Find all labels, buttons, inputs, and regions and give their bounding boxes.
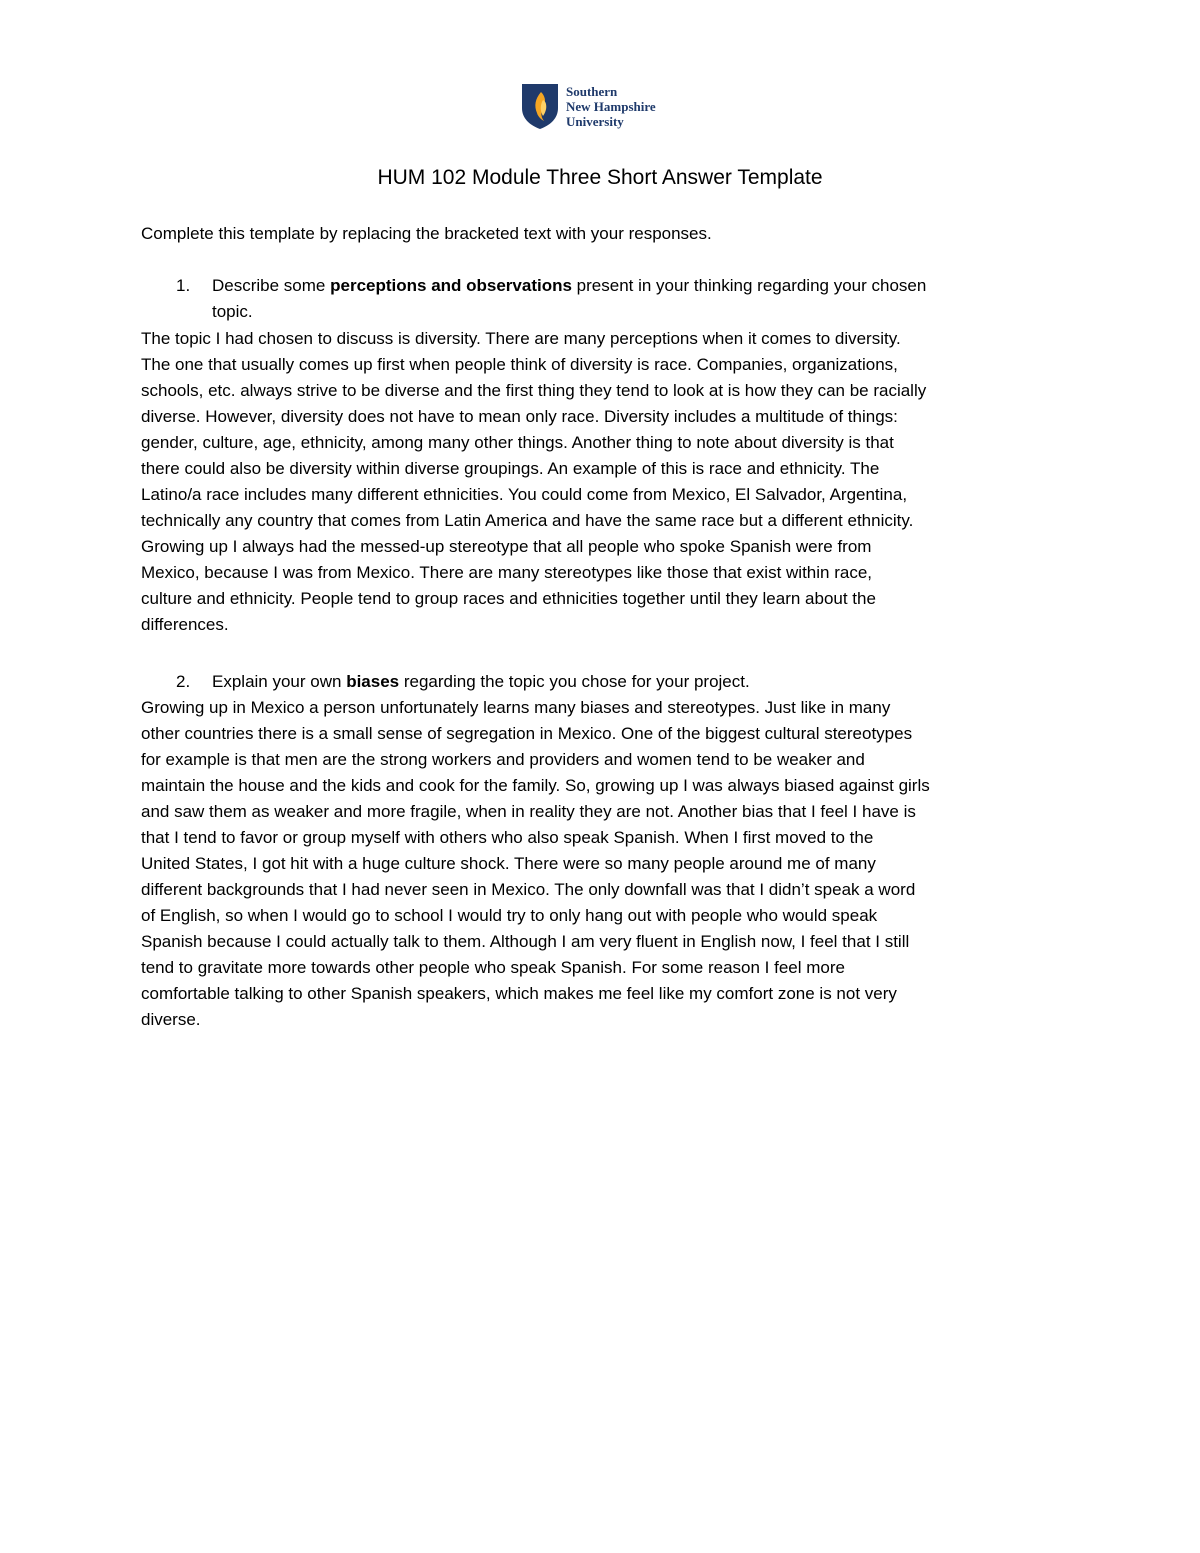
question-2-text [212,669,750,695]
question-2-before: Explain your own [212,672,347,691]
question-1-text [212,273,926,299]
answer-1-line: Mexico, because I was from Mexico. There are many stereotypes like those that exist within race, [141,563,872,582]
answer-2-line: and saw them as weaker and more fragile, when in reality they are not. Another bias that I feel I have is [141,802,916,821]
answer-1-line: Growing up I always had the messed-up stereotype that all people who spoke Spanish were from [141,537,872,556]
document-title: HUM 102 Module Three Short Answer Template [377,166,823,189]
answer-2-line: other countries there is a small sense of segregation in Mexico. One of the biggest cultural stereotypes [141,724,913,743]
question-1-continuation: topic. [212,302,253,321]
answer-2-line: that I tend to favor or group myself with others who also speak Spanish. When I first moved to the [141,828,874,847]
logo-line-2: New Hampshire [566,98,656,114]
answer-1-line: Latino/a race includes many different ethnicities. You could come from Mexico, El Salvador, Argentina, [141,485,908,504]
answer-1-line: The one that usually comes up first when people think of diversity is race. Companies, organizations, [141,355,898,374]
question-2-number: 2. [176,672,191,691]
answer-2-line: Spanish because I could actually talk to them. Although I am very fluent in English now, I feel that I still [141,932,910,951]
answer-1-line: culture and ethnicity. People tend to group races and ethnicities together until they learn about the [141,589,876,608]
answer-2-line: of English, so when I would go to school I would try to only hang out with people who would speak [141,906,878,925]
answer-2-line: United States, I got hit with a huge culture shock. There were so many people around me of many [141,854,876,873]
question-1 [141,273,1071,325]
answer-1-line: there could also be diversity within diverse groupings. An example of this is race and ethnicity. The [141,459,880,478]
answer-2 [141,695,1071,1033]
university-logo [520,82,656,130]
question-1-after: present in your thinking regarding your chosen [571,276,927,295]
answer-1-line: gender, culture, age, ethnicity, among many other things. Another thing to note about diversity is that [141,433,894,452]
question-2-emphasis: biases [346,672,400,691]
logo-line-1: Southern [566,83,618,99]
answer-2-line: diverse. [141,1010,201,1029]
answer-1-line: The topic I had chosen to discuss is diversity. There are many perceptions when it comes to diversity. [141,329,901,348]
answer-2-line: Growing up in Mexico a person unfortunately learns many biases and stereotypes. Just like in many [141,698,891,717]
answer-2-line: tend to gravitate more towards other people who speak Spanish. For some reason I feel more [141,958,845,977]
flame-shield-icon [520,82,560,130]
answer-1-line: schools, etc. always strive to be diverse and the first thing they tend to look at is how they can be racially [141,381,927,400]
answer-2-line: different backgrounds that I had never seen in Mexico. The only downfall was that I didn’t speak a word [141,880,916,899]
instructions [141,221,1071,247]
question-2-after: regarding the topic you chose for your project. [399,672,750,691]
answer-1 [141,326,1071,638]
question-2 [141,669,1071,695]
answer-1-line: diverse. However, diversity does not have to mean only race. Diversity includes a multitude of things: [141,407,898,426]
question-1-number: 1. [176,276,191,295]
answer-2-line: maintain the house and the kids and cook for the family. So, growing up I was always biased against girls [141,776,930,795]
answer-1-line: differences. [141,615,229,634]
answer-2-line: for example is that men are the strong workers and providers and women tend to be weaker and [141,750,865,769]
question-1-emphasis: perceptions and observations [330,276,572,295]
answer-2-line: comfortable talking to other Spanish speakers, which makes me feel like my comfort zone is not very [141,984,897,1003]
instructions-text: Complete this template by replacing the bracketed text with your responses. [141,224,712,243]
logo-wordmark [566,84,656,129]
answer-1-line: technically any country that comes from Latin America and have the same race but a different ethnicity. [141,511,914,530]
question-1-before: Describe some [212,276,331,295]
logo-line-3: University [566,113,624,129]
